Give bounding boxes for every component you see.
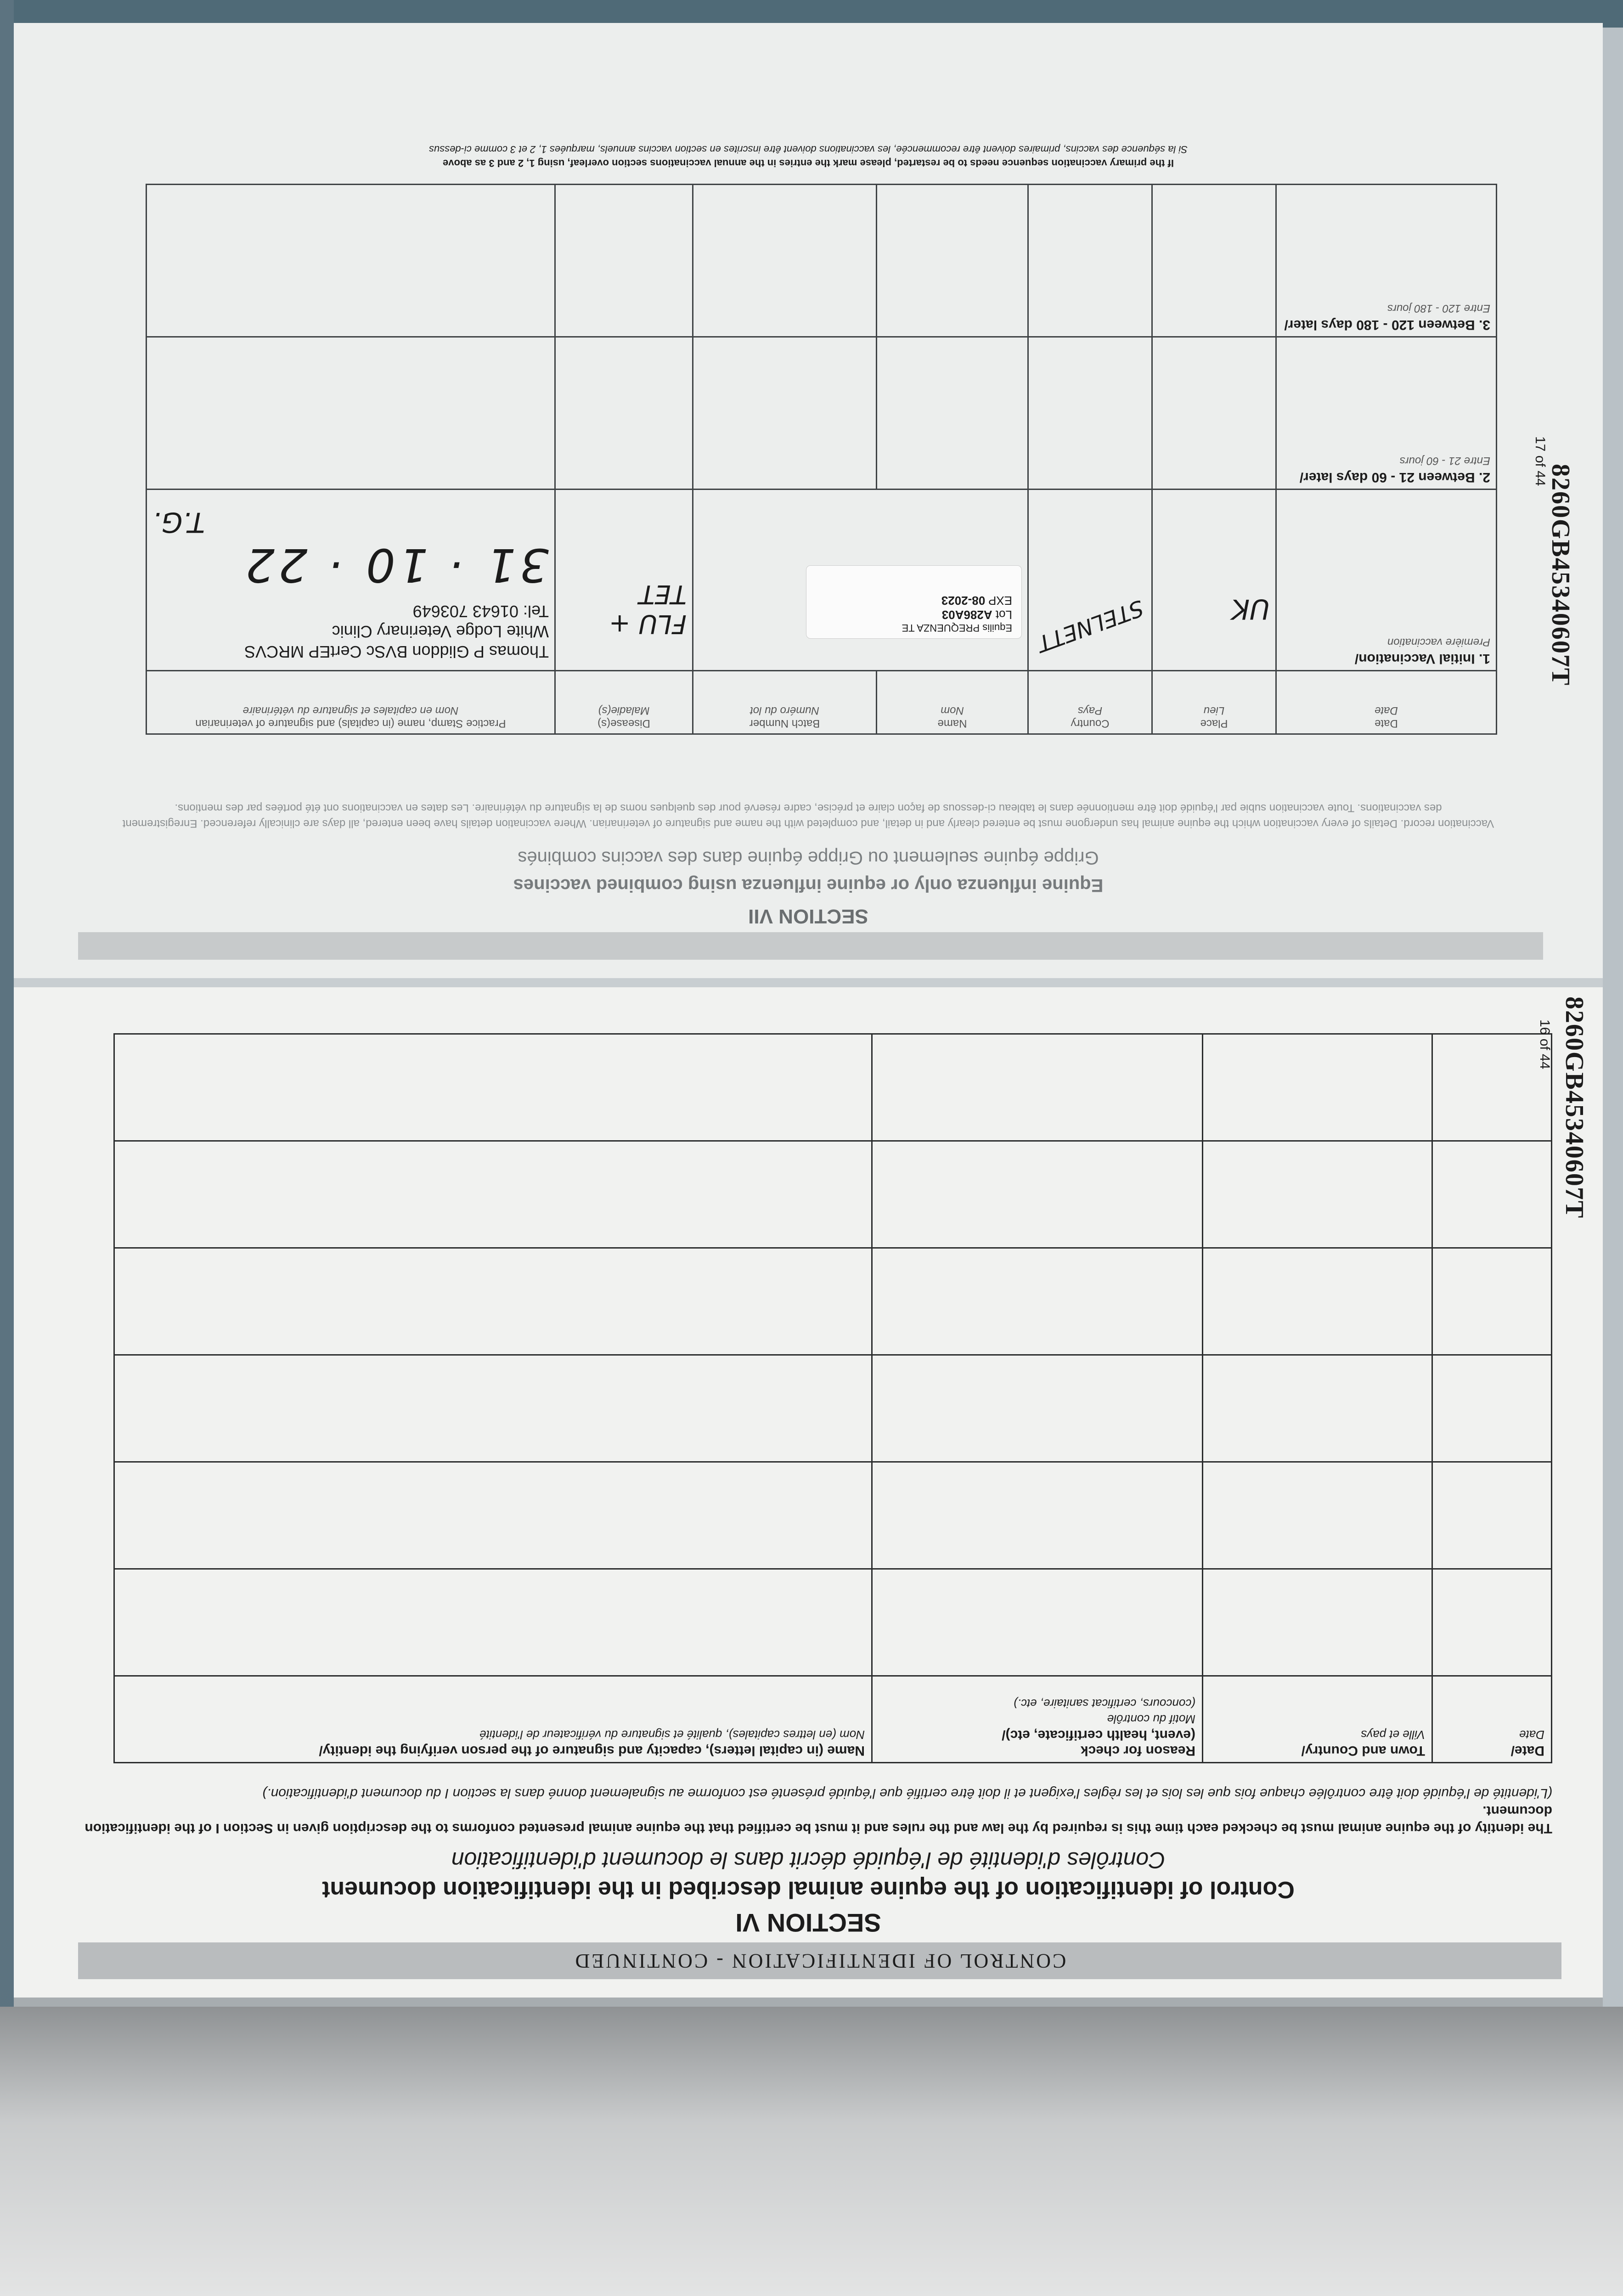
page-subtitle: Contrôles d'identité de l'équidé décrit dans le document d'identification <box>451 1847 1166 1873</box>
vet-stamp: Thomas P Gliddon BVSc CertEP MRCVS White Lodge Veterinary Clinic Tel: 01643 703649 <box>244 602 549 661</box>
col-verifier: Name (in capital letters), capacity and signature of the person verifying the identity/ Nom (en lettres capitales), qualité et signature du vérificateur de l'identité <box>114 1676 872 1763</box>
instructions: Vaccination record. Details of every vaccination which the equine animal has undergone must be entered clearly and in detail, and completed with the name and signature of veterinarian. Where vaccination details have been entered, all days are clinically referenced. Enregistrement des vaccinations. Toute vaccination subie par l'équidé doit être mentionnée dans le tableau ci-dessous de façon claire et précise, cadre réservé pour des quelques noms de la signature du vétérinaire. Les dates en vaccinations ont été portées par des mentions. <box>122 802 1494 830</box>
vaccination-table <box>146 184 1497 735</box>
page-title: Equine influenza only or equine influenza using combined vaccines <box>513 875 1104 895</box>
document-id: 8260GB45340607T <box>1560 996 1589 1219</box>
table-row <box>147 490 1497 670</box>
entry-vaccine-sticker <box>693 490 1028 670</box>
table-row <box>114 1141 1552 1248</box>
table-row <box>147 185 1497 337</box>
footnote: If the primary vaccination sequence needs to be restarted, please mark the entries in the annual vaccinations section overleaf, using 1, 2 and 3 as above Si la séquence des vaccins, primaires doivent être recommencée, les vaccinations doivent être inscrites en section vaccins annuels, marquées 1, 2 et 3 comme ci-dessus <box>428 144 1188 169</box>
handwritten-country: STELNETT <box>1033 594 1147 657</box>
instructions: The identity of the equine animal must be checked each time this is required by the law and the rules and it must be certified that the equine animal presented conforms to the description given in Section I of the identification document. (L'identité de l'équidé doit être contrôlée chaque fois que les lois et les règles l'exigent et il doit être certifié que l'équidé présenté est conforme au signalement donné dans la section I du document d'identification.) <box>85 1786 1552 1836</box>
row-label: 1. Initial Vaccination/ Première vaccination <box>1276 490 1497 670</box>
vaccine-batch-sticker: Equilis PREQUENZA TE Lot A286A03 EXP 08-2023 <box>806 565 1022 639</box>
section-heading: SECTION VI <box>735 1908 881 1937</box>
page-number: 17 of 44 <box>1533 436 1548 486</box>
entry-place <box>1152 490 1276 670</box>
scanner-bed <box>0 2007 1623 2296</box>
vet-signature: T.G. <box>152 506 205 538</box>
table-row <box>114 1462 1552 1569</box>
col-vaccine-name: Name Nom <box>877 670 1028 734</box>
col-date: Date/ Date <box>1432 1676 1552 1763</box>
col-reason: Reason for check (event, health certificate, etc)/ Motif du contrôle (concours, certificat sanitaire, etc.) <box>872 1676 1203 1763</box>
col-date: Date Date <box>1276 670 1497 734</box>
page-16 <box>14 987 1603 1998</box>
col-stamp: Practice Stamp, name (in capitals) and signature of veterinarian Nom en capitales et signature du vétérinaire <box>147 670 555 734</box>
table-row <box>147 337 1497 490</box>
table-row <box>114 1034 1552 1141</box>
document-id: 8260GB45340607T <box>1546 464 1575 687</box>
table-row <box>114 1569 1552 1676</box>
entry-country <box>1028 490 1152 670</box>
table-row <box>114 1355 1552 1462</box>
col-town-country: Town and Country/ Ville et pays <box>1203 1676 1432 1763</box>
page-number: 16 of 44 <box>1537 1019 1552 1069</box>
entry-stamp <box>147 490 555 670</box>
handwritten-place: UK <box>1231 592 1270 625</box>
table-header-row <box>147 670 1497 734</box>
section-band: CONTROL OF IDENTIFICATION - CONTINUED <box>78 1942 1561 1979</box>
page-subtitle: Grippe équine seulement ou Grippe équine dans des vaccins combinés <box>518 848 1099 868</box>
section-band <box>78 932 1543 960</box>
entry-disease <box>555 490 693 670</box>
row-label: 3. Between 120 - 180 days later/ Entre 120 - 180 jours <box>1276 185 1497 337</box>
col-place: Place Lieu <box>1152 670 1276 734</box>
identification-control-table <box>113 1033 1552 1763</box>
handwritten-date: 31 · 10 · 22 <box>242 538 549 592</box>
row-label: 2. Between 21 - 60 days later/ Entre 21 - 60 jours <box>1276 337 1497 490</box>
table-header-row <box>114 1676 1552 1763</box>
page-17 <box>14 23 1603 978</box>
handwritten-disease: FLU + TET <box>609 579 687 639</box>
col-batch: Batch Number Numéro du lot <box>693 670 877 734</box>
col-country: Country Pays <box>1028 670 1152 734</box>
scanner-side-edge <box>0 0 14 2020</box>
section-heading: SECTION VII <box>748 905 868 928</box>
col-disease: Disease(s) Maladie(s) <box>555 670 693 734</box>
page-title: Control of identification of the equine animal described in the identification document <box>322 1876 1295 1903</box>
table-row <box>114 1248 1552 1355</box>
